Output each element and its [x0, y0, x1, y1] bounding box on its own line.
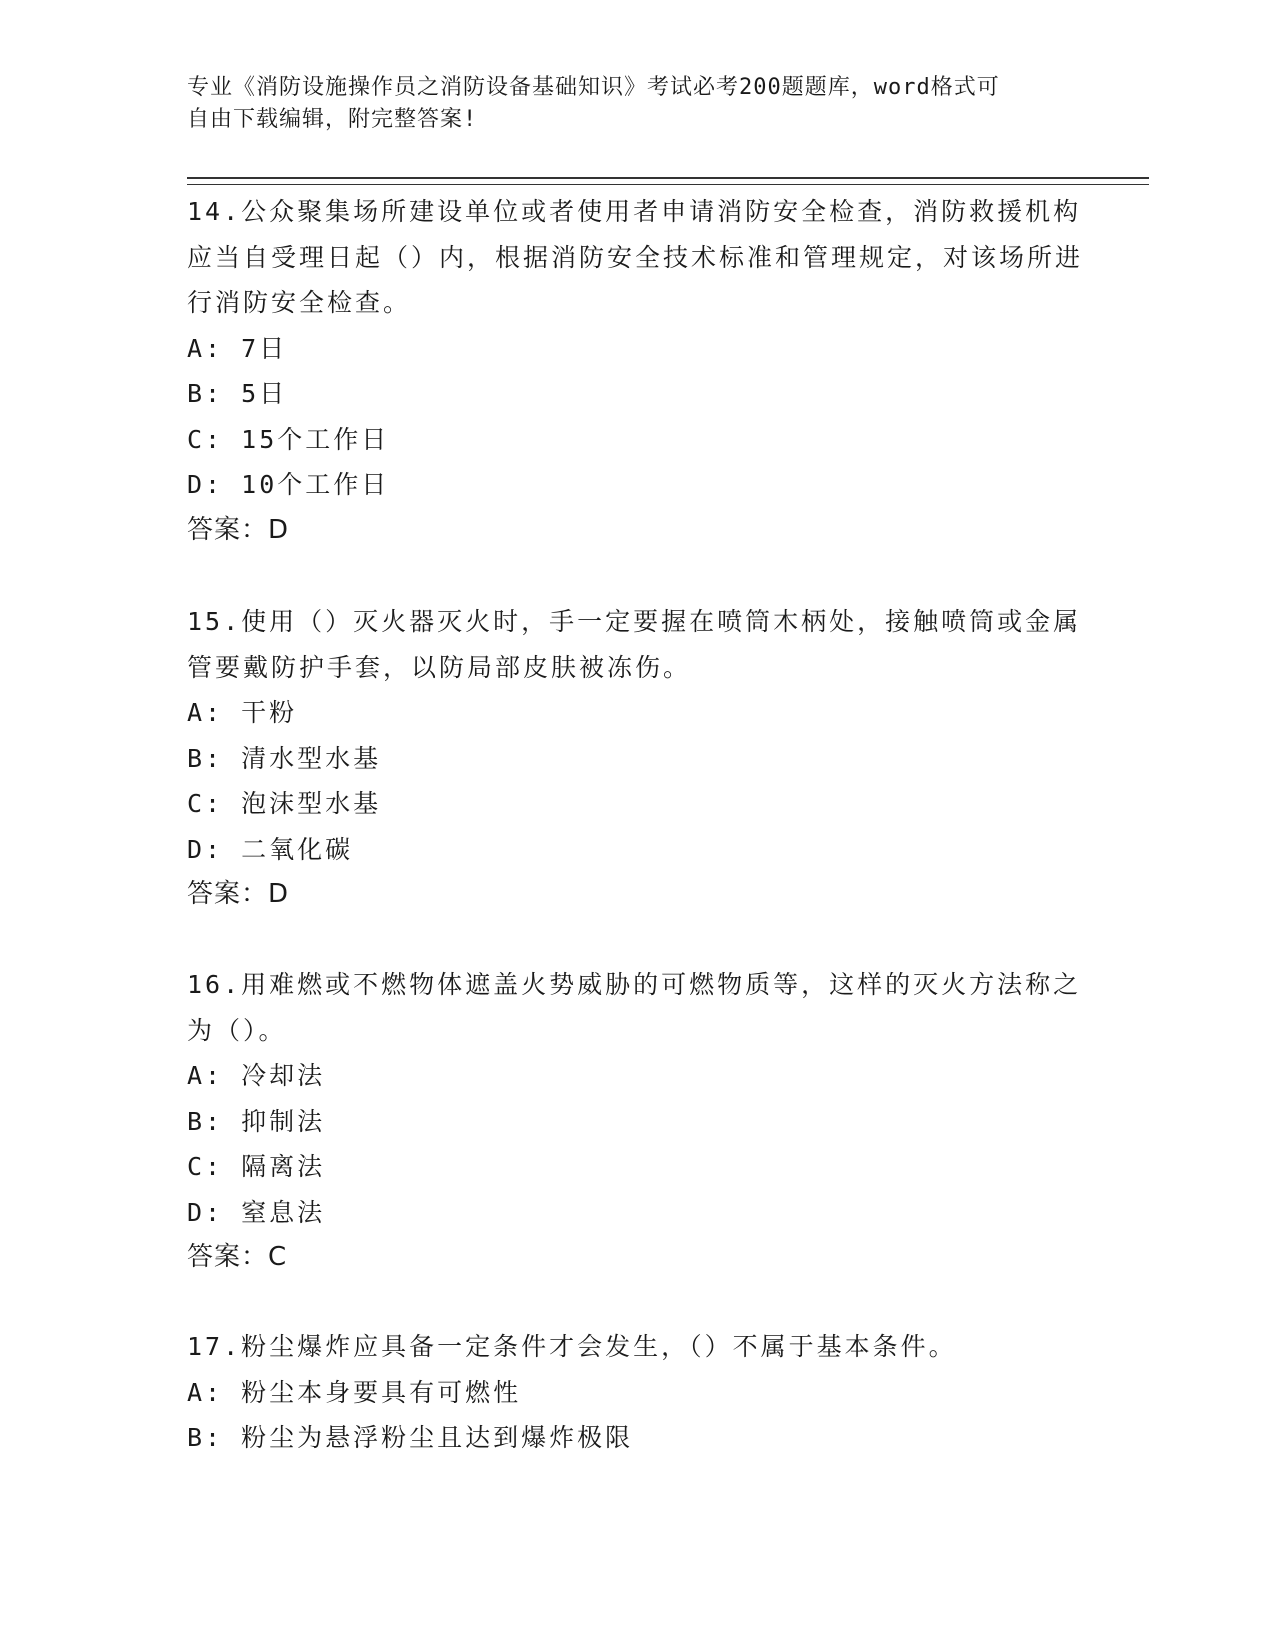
option-c: C: 隔离法: [187, 1152, 326, 1181]
answer-line: 答案：C: [187, 1242, 288, 1272]
answer-line: 答案：D: [187, 879, 290, 909]
header-divider: [187, 177, 1149, 185]
option-b: B: 清水型水基: [187, 743, 382, 773]
option-d: D: 10个工作日: [187, 470, 390, 499]
question-stem: 14.公众聚集场所建设单位或者使用者申请消防安全检查，消防救援机构应当自受理日起（）内，根据消防安全技术标准和管理规定，对该场所进行消防安全检查。: [187, 197, 1084, 317]
question-15: [187, 599, 1087, 918]
option-b: B: 抑制法: [187, 1106, 326, 1136]
question-stem: 17.粉尘爆炸应具备一定条件才会发生，（）不属于基本条件。: [187, 1332, 957, 1361]
document-header: [187, 72, 1067, 136]
option-c: C: 15个工作日: [187, 424, 390, 454]
question-14: [187, 189, 1087, 553]
option-a: A: 7日: [187, 333, 288, 363]
question-17: [187, 1324, 1087, 1461]
option-a: A: 干粉: [187, 698, 298, 727]
option-d: D: 二氧化碳: [187, 834, 354, 864]
option-d: D: 窒息法: [187, 1197, 326, 1227]
option-b: B: 粉尘为悬浮粉尘且达到爆炸极限: [187, 1423, 634, 1452]
option-a: A: 冷却法: [187, 1061, 326, 1090]
question-stem: 15.使用（）灭火器灭火时，手一定要握在喷筒木柄处，接触喷筒或金属管要戴防护手套，以防局部皮肤被冻伤。: [187, 607, 1082, 682]
question-16: [187, 962, 1087, 1281]
option-b: B: 5日: [187, 379, 288, 408]
option-a: A: 粉尘本身要具有可燃性: [187, 1377, 522, 1407]
header-line-1: 专业《消防设施操作员之消防设备基础知识》考试必考200题题库，word格式可: [187, 75, 1000, 100]
question-stem: 16.用难燃或不燃物体遮盖火势威胁的可燃物质等，这样的灭火方法称之为（）。: [187, 970, 1082, 1045]
answer-line: 答案：D: [187, 514, 290, 545]
option-c: C: 泡沫型水基: [187, 789, 382, 818]
header-line-2: 自由下载编辑，附完整答案!: [187, 107, 478, 132]
